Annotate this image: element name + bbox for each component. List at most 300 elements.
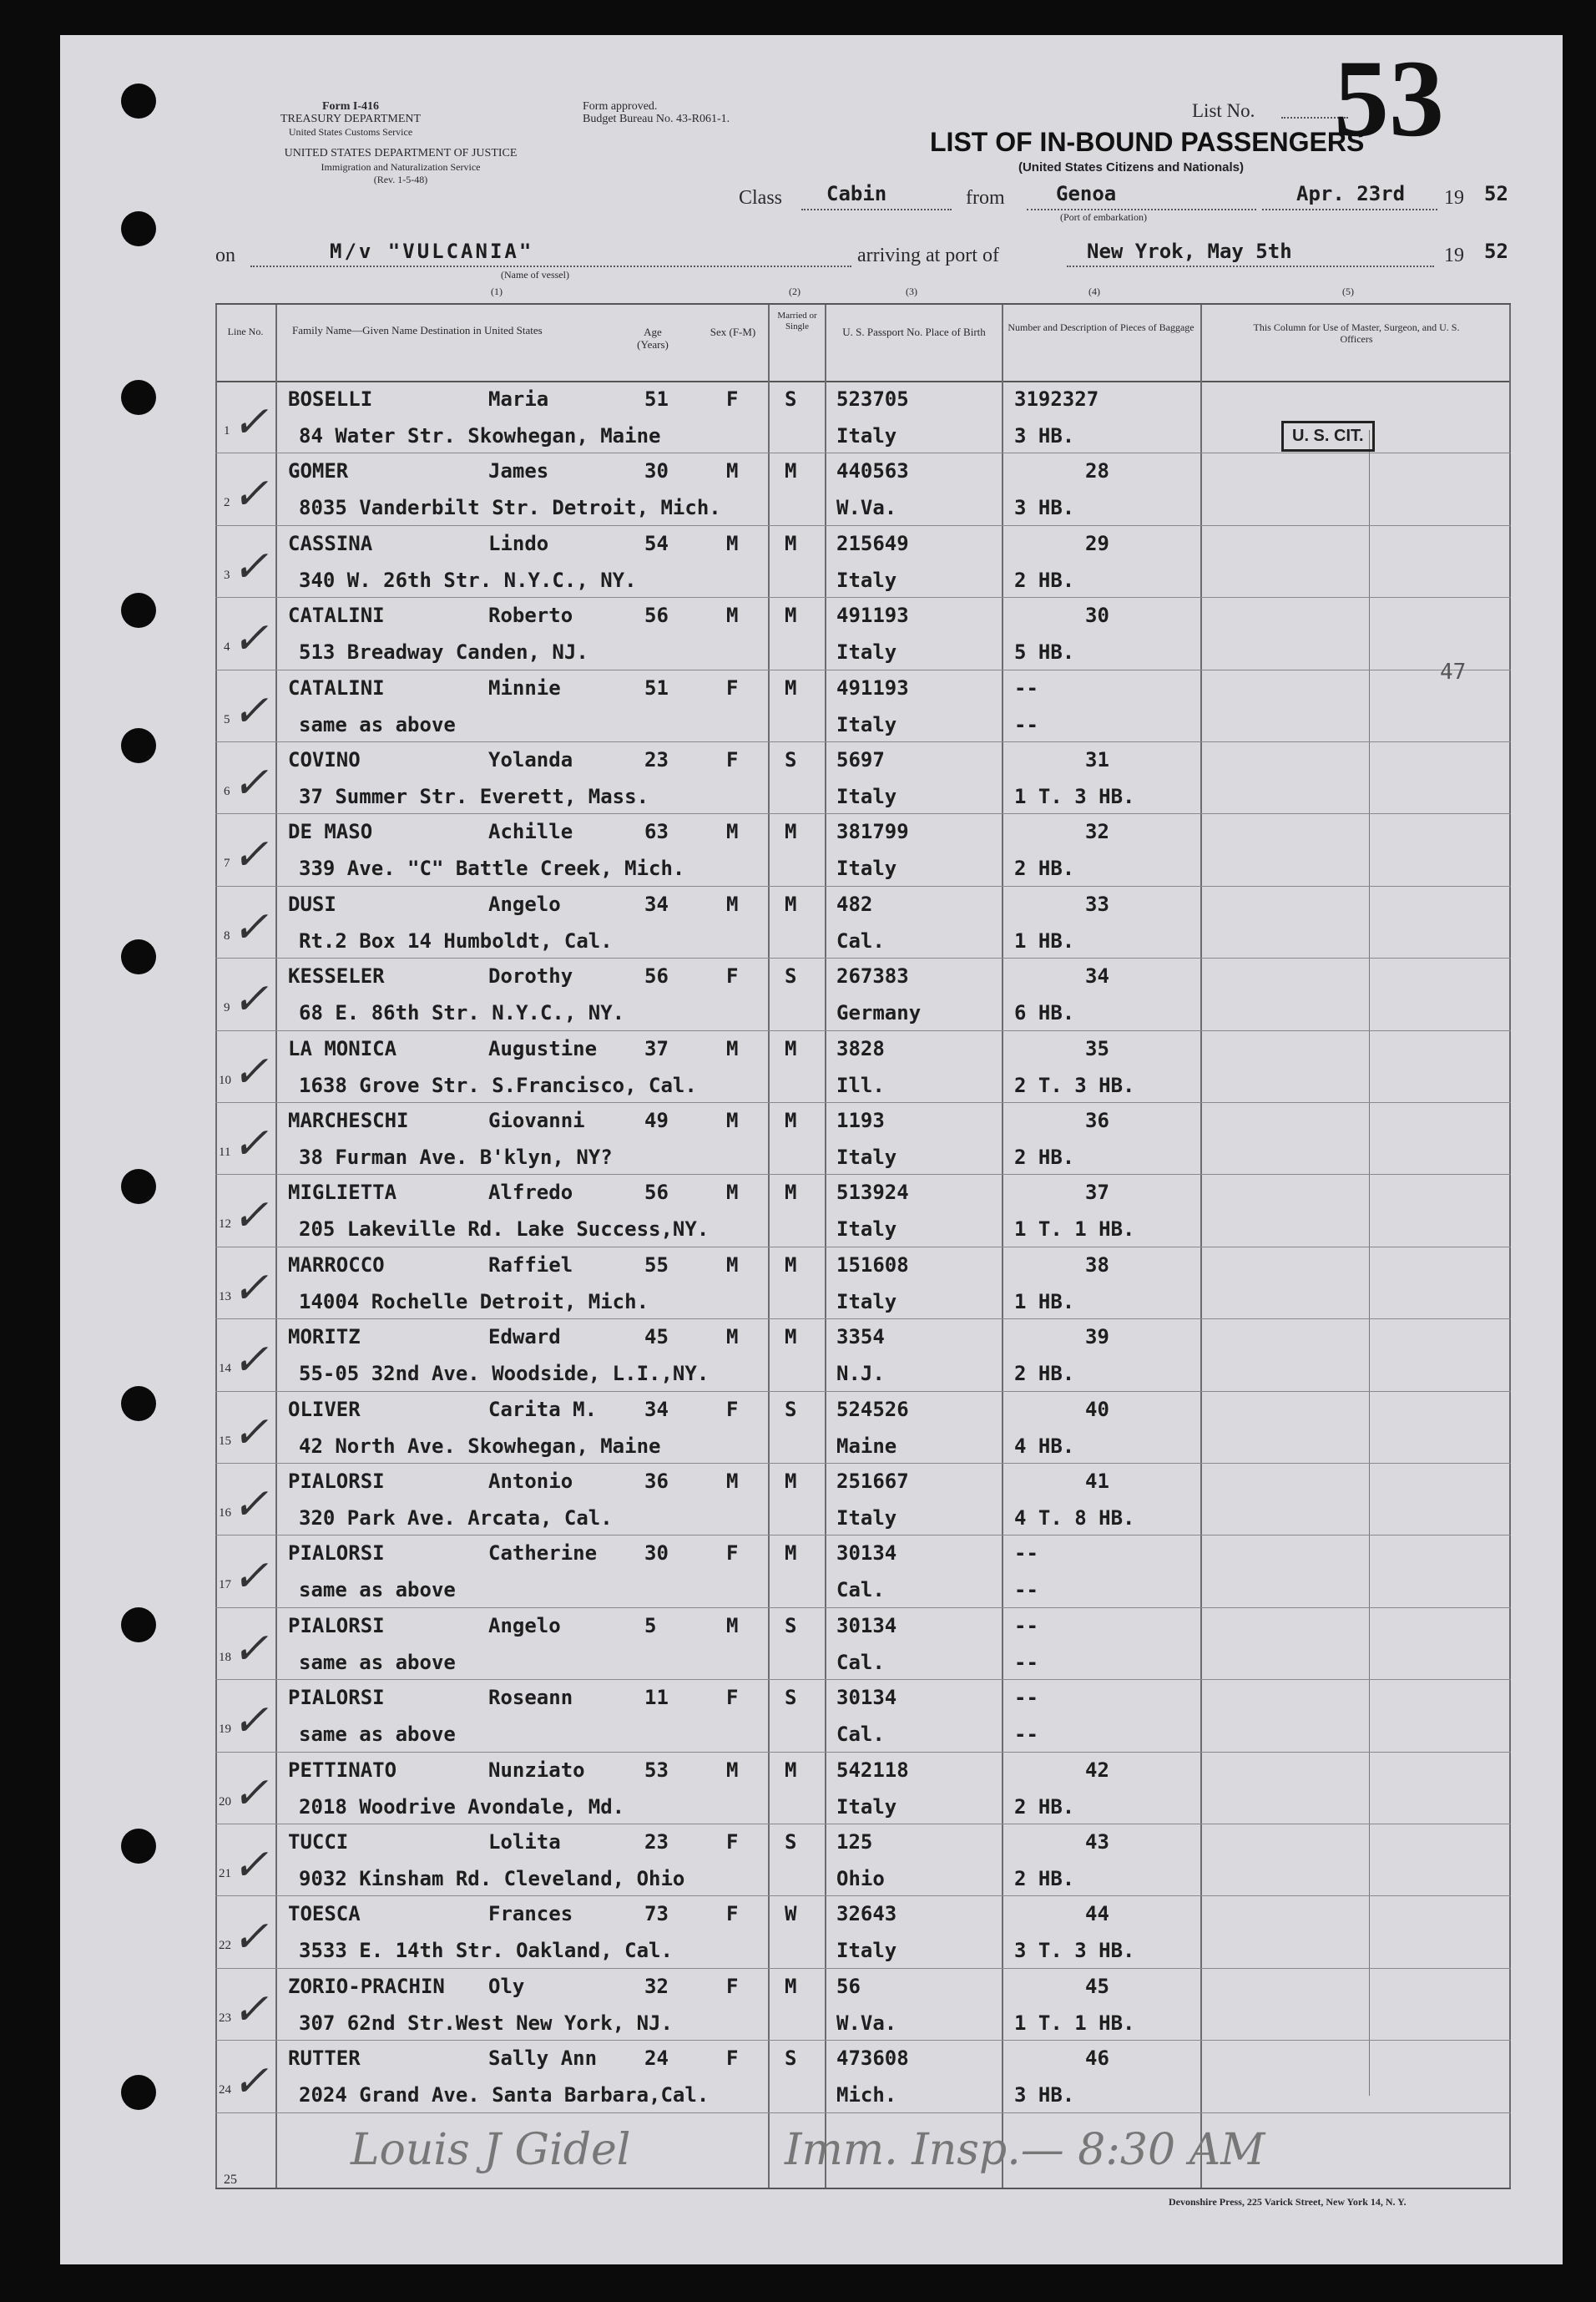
baggage-number: 46 [1085,2047,1109,2071]
arrival-port-date: New Yrok, May 5th [1087,240,1292,263]
place-of-birth: Italy [836,1146,897,1169]
passenger-marital-status: S [785,964,797,989]
passenger-family-name: LA MONICA [288,1036,397,1060]
form-number: Form I-416 [321,100,380,113]
passenger-address: 14004 Rochelle Detroit, Mich. [299,1289,649,1313]
passenger-sex: M [726,1325,739,1349]
dept-treasury: TREASURY DEPARTMENT [280,113,422,125]
checkmark-icon: ✓ [232,758,269,808]
row-line-number: 19 [219,1723,231,1737]
row-line-number: 15 [219,1434,231,1448]
dept-justice-sub: Immigration and Naturalization Service [321,161,481,173]
header-married: Married or Single [777,311,817,331]
baggage-number: 45 [1085,1974,1109,1998]
baggage-number: 41 [1085,1470,1109,1493]
passenger-address: 42 North Ave. Skowhegan, Maine [299,1434,661,1458]
checkmark-icon: ✓ [232,1840,269,1890]
passenger-address: 68 E. 86th Str. N.Y.C., NY. [299,1001,625,1025]
passenger-age: 73 [644,1902,669,1926]
passport-number: 30134 [836,1686,897,1710]
passenger-family-name: CATALINI [288,675,385,700]
passenger-family-name: PIALORSI [288,1686,385,1710]
binder-hole [121,1169,156,1204]
vessel-caption: (Name of vessel) [501,269,569,281]
passenger-address: same as above [299,1650,456,1674]
line-number-25: 25 [224,2173,237,2187]
baggage-number: -- [1014,1541,1038,1566]
checkmark-icon: ✓ [232,1623,269,1674]
passport-number: 215649 [836,531,909,555]
passenger-marital-status: M [785,1470,797,1493]
column-number-3: (3) [906,286,917,297]
checkmark-icon: ✓ [232,686,269,736]
baggage-description: 2 HB. [1014,1867,1075,1890]
passenger-sex: F [726,387,739,411]
place-of-birth: Maine [836,1434,897,1458]
passenger-age: 54 [644,531,669,555]
passenger-sex: F [726,1686,739,1710]
passenger-sex: M [726,892,739,916]
baggage-description: 1 T. 1 HB. [1014,2011,1135,2035]
baggage-number: 36 [1085,1109,1109,1132]
list-number: 53 [1334,37,1444,159]
passenger-given-name: Minnie [488,675,561,700]
header-officers: This Column for Use of Master, Surgeon, and U. S. Officers [1253,321,1460,345]
passenger-age: 32 [644,1974,669,1998]
row-line-number: 8 [224,928,230,943]
baggage-number: 30 [1085,604,1109,628]
place-of-birth: Italy [836,640,897,665]
place-of-birth: Ohio [836,1867,885,1890]
place-of-birth: N.J. [836,1362,885,1386]
checkmark-icon: ✓ [232,1768,269,1819]
manifest-page [60,35,1563,2264]
passenger-age: 56 [644,964,669,989]
place-of-birth: Cal. [836,1723,885,1747]
passenger-family-name: OLIVER [288,1397,361,1421]
passenger-marital-status: S [785,1830,797,1854]
row-line-number: 22 [219,1939,231,1953]
passenger-marital-status: M [785,892,797,916]
baggage-number: -- [1014,1686,1038,1710]
binder-hole [121,593,156,628]
passenger-age: 36 [644,1470,669,1493]
manifest-title: LIST OF IN-BOUND PASSENGERS [930,127,1365,157]
passenger-sex: F [726,2047,739,2071]
passenger-family-name: TUCCI [288,1830,349,1854]
passenger-given-name: Roseann [488,1686,573,1710]
passenger-marital-status: M [785,1758,797,1782]
header-line-no: Line No. [227,326,264,337]
passenger-given-name: Nunziato [488,1758,585,1782]
passenger-address: same as above [299,712,456,736]
header-age: Age (Years) [637,326,669,351]
passenger-age: 56 [644,604,669,628]
passenger-given-name: Lindo [488,531,549,555]
place-of-birth: Italy [836,1217,897,1242]
baggage-number: 37 [1085,1181,1109,1205]
passenger-sex: F [726,748,739,772]
checkmark-icon: ✓ [232,397,269,448]
place-of-birth: Cal. [836,928,885,953]
column-number-4: (4) [1088,286,1100,297]
checkmark-icon: ✓ [232,1046,269,1097]
column-number-1: (1) [491,286,503,297]
baggage-description: 2 HB. [1014,1362,1075,1386]
passenger-address: 84 Water Str. Skowhegan, Maine [299,424,661,448]
passenger-marital-status: S [785,2047,797,2071]
baggage-description: 2 T. 3 HB. [1014,1073,1135,1097]
passenger-address: 307 62nd Str.West New York, NJ. [299,2011,673,2035]
binder-hole [121,83,156,119]
passenger-address: 37 Summer Str. Everett, Mass. [299,785,649,808]
passenger-age: 55 [644,1252,669,1277]
baggage-description: 2 HB. [1014,857,1075,881]
passenger-family-name: DUSI [288,892,336,916]
passenger-given-name: James [488,459,549,483]
passenger-marital-status: M [785,604,797,628]
passenger-given-name: Achille [488,820,573,844]
row-line-number: 18 [219,1650,231,1664]
passport-number: 32643 [836,1902,897,1926]
passenger-sex: M [726,1470,739,1493]
checkmark-icon: ✓ [232,1984,269,2035]
passenger-family-name: COVINO [288,748,361,772]
baggage-description: 4 T. 8 HB. [1014,1506,1135,1530]
passenger-marital-status: S [785,1686,797,1710]
printer-footer: Devonshire Press, 225 Varick Street, New York 14, N. Y. [1169,2196,1407,2208]
row-line-number: 20 [219,1794,231,1809]
passenger-age: 45 [644,1325,669,1349]
year-prefix: 19 [1444,187,1464,209]
passenger-age: 51 [644,675,669,700]
passenger-given-name: Antonio [488,1470,573,1493]
baggage-number: 38 [1085,1252,1109,1277]
margin-note: 47 [1440,660,1467,685]
binder-hole [121,1829,156,1864]
row-line-number: 3 [224,568,230,582]
passenger-marital-status: M [785,1325,797,1349]
checkmark-icon: ✓ [232,1262,269,1313]
passenger-address: 1638 Grove Str. S.Francisco, Cal. [299,1073,697,1097]
baggage-description: -- [1014,712,1038,736]
baggage-description: 4 HB. [1014,1434,1075,1458]
row-line-number: 16 [219,1506,231,1520]
passenger-given-name: Frances [488,1902,573,1926]
passenger-given-name: Dorothy [488,964,573,989]
inspector-signature: Louis J Gidel [351,2125,631,2175]
passenger-marital-status: M [785,1541,797,1566]
passenger-family-name: MARROCCO [288,1252,385,1277]
row-line-number: 11 [219,1146,231,1159]
passenger-family-name: ZORIO-PRACHIN [288,1974,445,1998]
baggage-number: 42 [1085,1758,1109,1782]
passport-number: 491193 [836,604,909,628]
place-of-birth: Italy [836,1939,897,1963]
place-of-birth: W.Va. [836,2011,897,2035]
passenger-marital-status: M [785,675,797,700]
baggage-description: 5 HB. [1014,640,1075,665]
passenger-given-name: Alfredo [488,1181,573,1205]
passenger-age: 23 [644,1830,669,1854]
arrival-year: 52 [1484,240,1508,263]
passenger-marital-status: S [785,1397,797,1421]
baggage-description: -- [1014,1650,1038,1674]
passenger-marital-status: M [785,531,797,555]
dept-justice: UNITED STATES DEPARTMENT OF JUSTICE [284,147,518,159]
place-of-birth: Cal. [836,1650,885,1674]
passenger-marital-status: M [785,1181,797,1205]
passenger-sex: M [726,1181,739,1205]
passenger-age: 63 [644,820,669,844]
form-approved: Form approved. [583,100,658,113]
checkmark-icon: ✓ [232,830,269,881]
passenger-sex: M [726,1758,739,1782]
baggage-description: 1 HB. [1014,928,1075,953]
passenger-given-name: Catherine [488,1541,598,1566]
passenger-sex: M [726,1109,739,1132]
passport-number: 30134 [836,1613,897,1637]
binder-hole [121,1607,156,1642]
budget-bureau: Budget Bureau No. 43-R061-1. [583,113,730,125]
class-value: Cabin [826,182,887,205]
passenger-sex: F [726,964,739,989]
baggage-description: -- [1014,1723,1038,1747]
row-line-number: 2 [224,496,230,510]
column-number-2: (2) [789,286,801,297]
passenger-family-name: PIALORSI [288,1470,385,1493]
baggage-description: -- [1014,1578,1038,1602]
row-line-number: 14 [219,1362,231,1376]
passenger-age: 34 [644,892,669,916]
row-line-number: 13 [219,1289,231,1303]
baggage-number: 35 [1085,1036,1109,1060]
checkmark-icon: ✓ [232,1407,269,1458]
arrival-year-prefix: 19 [1444,245,1464,266]
passenger-marital-status: M [785,1974,797,1998]
passenger-address: 9032 Kinsham Rd. Cleveland, Ohio [299,1867,685,1890]
place-of-birth: Italy [836,1289,897,1313]
checkmark-icon: ✓ [232,2057,269,2107]
passenger-address: 2018 Woodrive Avondale, Md. [299,1794,625,1819]
passport-number: 542118 [836,1758,909,1782]
binder-hole [121,939,156,974]
baggage-number: 39 [1085,1325,1109,1349]
passenger-sex: M [726,1613,739,1637]
row-line-number: 4 [224,640,230,655]
passenger-family-name: MARCHESCHI [288,1109,409,1132]
row-line-number: 9 [224,1001,230,1015]
passenger-marital-status: S [785,1613,797,1637]
list-no-label: List No. [1192,100,1255,121]
baggage-number: 32 [1085,820,1109,844]
passport-number: 513924 [836,1181,909,1205]
passenger-family-name: MIGLIETTA [288,1181,397,1205]
passenger-given-name: Edward [488,1325,561,1349]
passenger-sex: M [726,1252,739,1277]
checkmark-icon: ✓ [232,469,269,520]
passenger-family-name: PIALORSI [288,1541,385,1566]
passenger-sex: F [726,1902,739,1926]
port-of-embarkation: Genoa [1056,182,1117,205]
passenger-marital-status: M [785,459,797,483]
row-line-number: 23 [219,2011,231,2025]
passenger-given-name: Lolita [488,1830,561,1854]
passenger-address: same as above [299,1578,456,1602]
passenger-given-name: Yolanda [488,748,573,772]
passenger-sex: M [726,820,739,844]
checkmark-icon: ✓ [232,1191,269,1242]
passenger-address: 3533 E. 14th Str. Oakland, Cal. [299,1939,673,1963]
dept-treasury-sub: United States Customs Service [288,126,413,138]
passenger-sex: M [726,604,739,628]
baggage-description: 3 HB. [1014,496,1075,520]
row-line-number: 6 [224,785,230,798]
baggage-description: 3 T. 3 HB. [1014,1939,1135,1963]
passenger-age: 11 [644,1686,669,1710]
passenger-given-name: Carita M. [488,1397,598,1421]
passport-number: 3354 [836,1325,885,1349]
baggage-number: 34 [1085,964,1109,989]
passport-number: 56 [836,1974,861,1998]
header-sex: Sex (F-M) [710,326,756,338]
arriving-label: arriving at port of [857,245,999,266]
passenger-family-name: GOMER [288,459,349,483]
place-of-birth: Germany [836,1001,922,1025]
passenger-address: Rt.2 Box 14 Humboldt, Cal. [299,928,613,953]
passenger-age: 56 [644,1181,669,1205]
header-passport: U. S. Passport No. Place of Birth [842,326,986,338]
passenger-age: 24 [644,2047,669,2071]
baggage-number: -- [1014,1613,1038,1637]
baggage-description: 3 HB. [1014,424,1075,448]
passenger-sex: F [726,1974,739,1998]
baggage-description: 1 HB. [1014,1289,1075,1313]
row-line-number: 7 [224,857,230,871]
passenger-given-name: Augustine [488,1036,598,1060]
place-of-birth: Italy [836,712,897,736]
row-line-number: 5 [224,712,230,726]
passenger-marital-status: M [785,1109,797,1132]
checkmark-icon: ✓ [232,1912,269,1963]
passenger-address: 340 W. 26th Str. N.Y.C., NY. [299,568,637,592]
checkmark-icon: ✓ [232,1480,269,1530]
passenger-sex: F [726,1830,739,1854]
passenger-marital-status: S [785,748,797,772]
passport-number: 440563 [836,459,909,483]
passenger-marital-status: M [785,820,797,844]
place-of-birth: Italy [836,857,897,881]
departure-year: 52 [1484,182,1508,205]
passenger-address: 38 Furman Ave. B'klyn, NY? [299,1146,613,1169]
place-of-birth: Italy [836,785,897,808]
passenger-given-name: Sally Ann [488,2047,598,2071]
checkmark-icon: ✓ [232,1335,269,1386]
place-of-birth: Italy [836,568,897,592]
checkmark-icon: ✓ [232,614,269,665]
column-number-5: (5) [1342,286,1354,297]
passenger-sex: F [726,1397,739,1421]
baggage-number: 28 [1085,459,1109,483]
passenger-address: 513 Breadway Canden, NJ. [299,640,588,665]
row-line-number: 24 [219,2083,231,2097]
row-line-number: 1 [224,424,230,438]
passenger-given-name: Roberto [488,604,573,628]
passenger-sex: F [726,675,739,700]
passenger-age: 53 [644,1758,669,1782]
passenger-address: 2024 Grand Ave. Santa Barbara,Cal. [299,2083,710,2107]
passenger-age: 30 [644,459,669,483]
passenger-sex: M [726,531,739,555]
binder-hole [121,211,156,246]
passport-number: 251667 [836,1470,909,1493]
passenger-family-name: CATALINI [288,604,385,628]
baggage-description: 6 HB. [1014,1001,1075,1025]
baggage-number: 29 [1085,531,1109,555]
passport-number: 1193 [836,1109,885,1132]
inspection-time: Imm. Insp.— 8:30 AM [785,2125,1265,2175]
binder-hole [121,2075,156,2110]
passenger-address: 320 Park Ave. Arcata, Cal. [299,1506,613,1530]
place-of-birth: W.Va. [836,496,897,520]
baggage-number: 43 [1085,1830,1109,1854]
vessel-name: M/v "VULCANIA" [330,240,534,263]
port-embarkation-caption: (Port of embarkation) [1060,211,1147,223]
passport-number: 523705 [836,387,909,411]
on-label: on [215,245,235,266]
passport-number: 381799 [836,820,909,844]
passenger-family-name: DE MASO [288,820,373,844]
binder-hole [121,728,156,763]
place-of-birth: Ill. [836,1073,885,1097]
row-line-number: 17 [219,1578,231,1592]
form-revision: (Rev. 1-5-48) [373,174,428,185]
passenger-family-name: TOESCA [288,1902,361,1926]
passport-number: 524526 [836,1397,909,1421]
place-of-birth: Italy [836,1506,897,1530]
manifest-subtitle: (United States Citizens and Nationals) [1018,160,1245,175]
passenger-family-name: PIALORSI [288,1613,385,1637]
passenger-age: 30 [644,1541,669,1566]
place-of-birth: Cal. [836,1578,885,1602]
baggage-number: 44 [1085,1902,1109,1926]
row-line-number: 21 [219,1867,231,1880]
baggage-number: 31 [1085,748,1109,772]
passenger-marital-status: M [785,1036,797,1060]
passenger-given-name: Angelo [488,1613,561,1637]
passenger-address: 8035 Vanderbilt Str. Detroit, Mich. [299,496,721,520]
passenger-age: 51 [644,387,669,411]
passenger-sex: M [726,1036,739,1060]
baggage-description: 2 HB. [1014,568,1075,592]
passenger-given-name: Raffiel [488,1252,573,1277]
place-of-birth: Italy [836,1794,897,1819]
place-of-birth: Italy [836,424,897,448]
passenger-given-name: Giovanni [488,1109,585,1132]
passenger-family-name: BOSELLI [288,387,373,411]
place-of-birth: Mich. [836,2083,897,2107]
departure-date: Apr. 23rd [1296,182,1406,205]
passenger-address: 339 Ave. "C" Battle Creek, Mich. [299,857,685,881]
passenger-marital-status: W [785,1902,797,1926]
passenger-family-name: CASSINA [288,531,373,555]
binder-hole [121,1386,156,1421]
baggage-number: 3192327 [1014,387,1099,411]
passenger-given-name: Oly [488,1974,525,1998]
passenger-address: 205 Lakeville Rd. Lake Success,NY. [299,1217,710,1242]
passenger-age: 5 [644,1613,657,1637]
passport-number: 491193 [836,675,909,700]
